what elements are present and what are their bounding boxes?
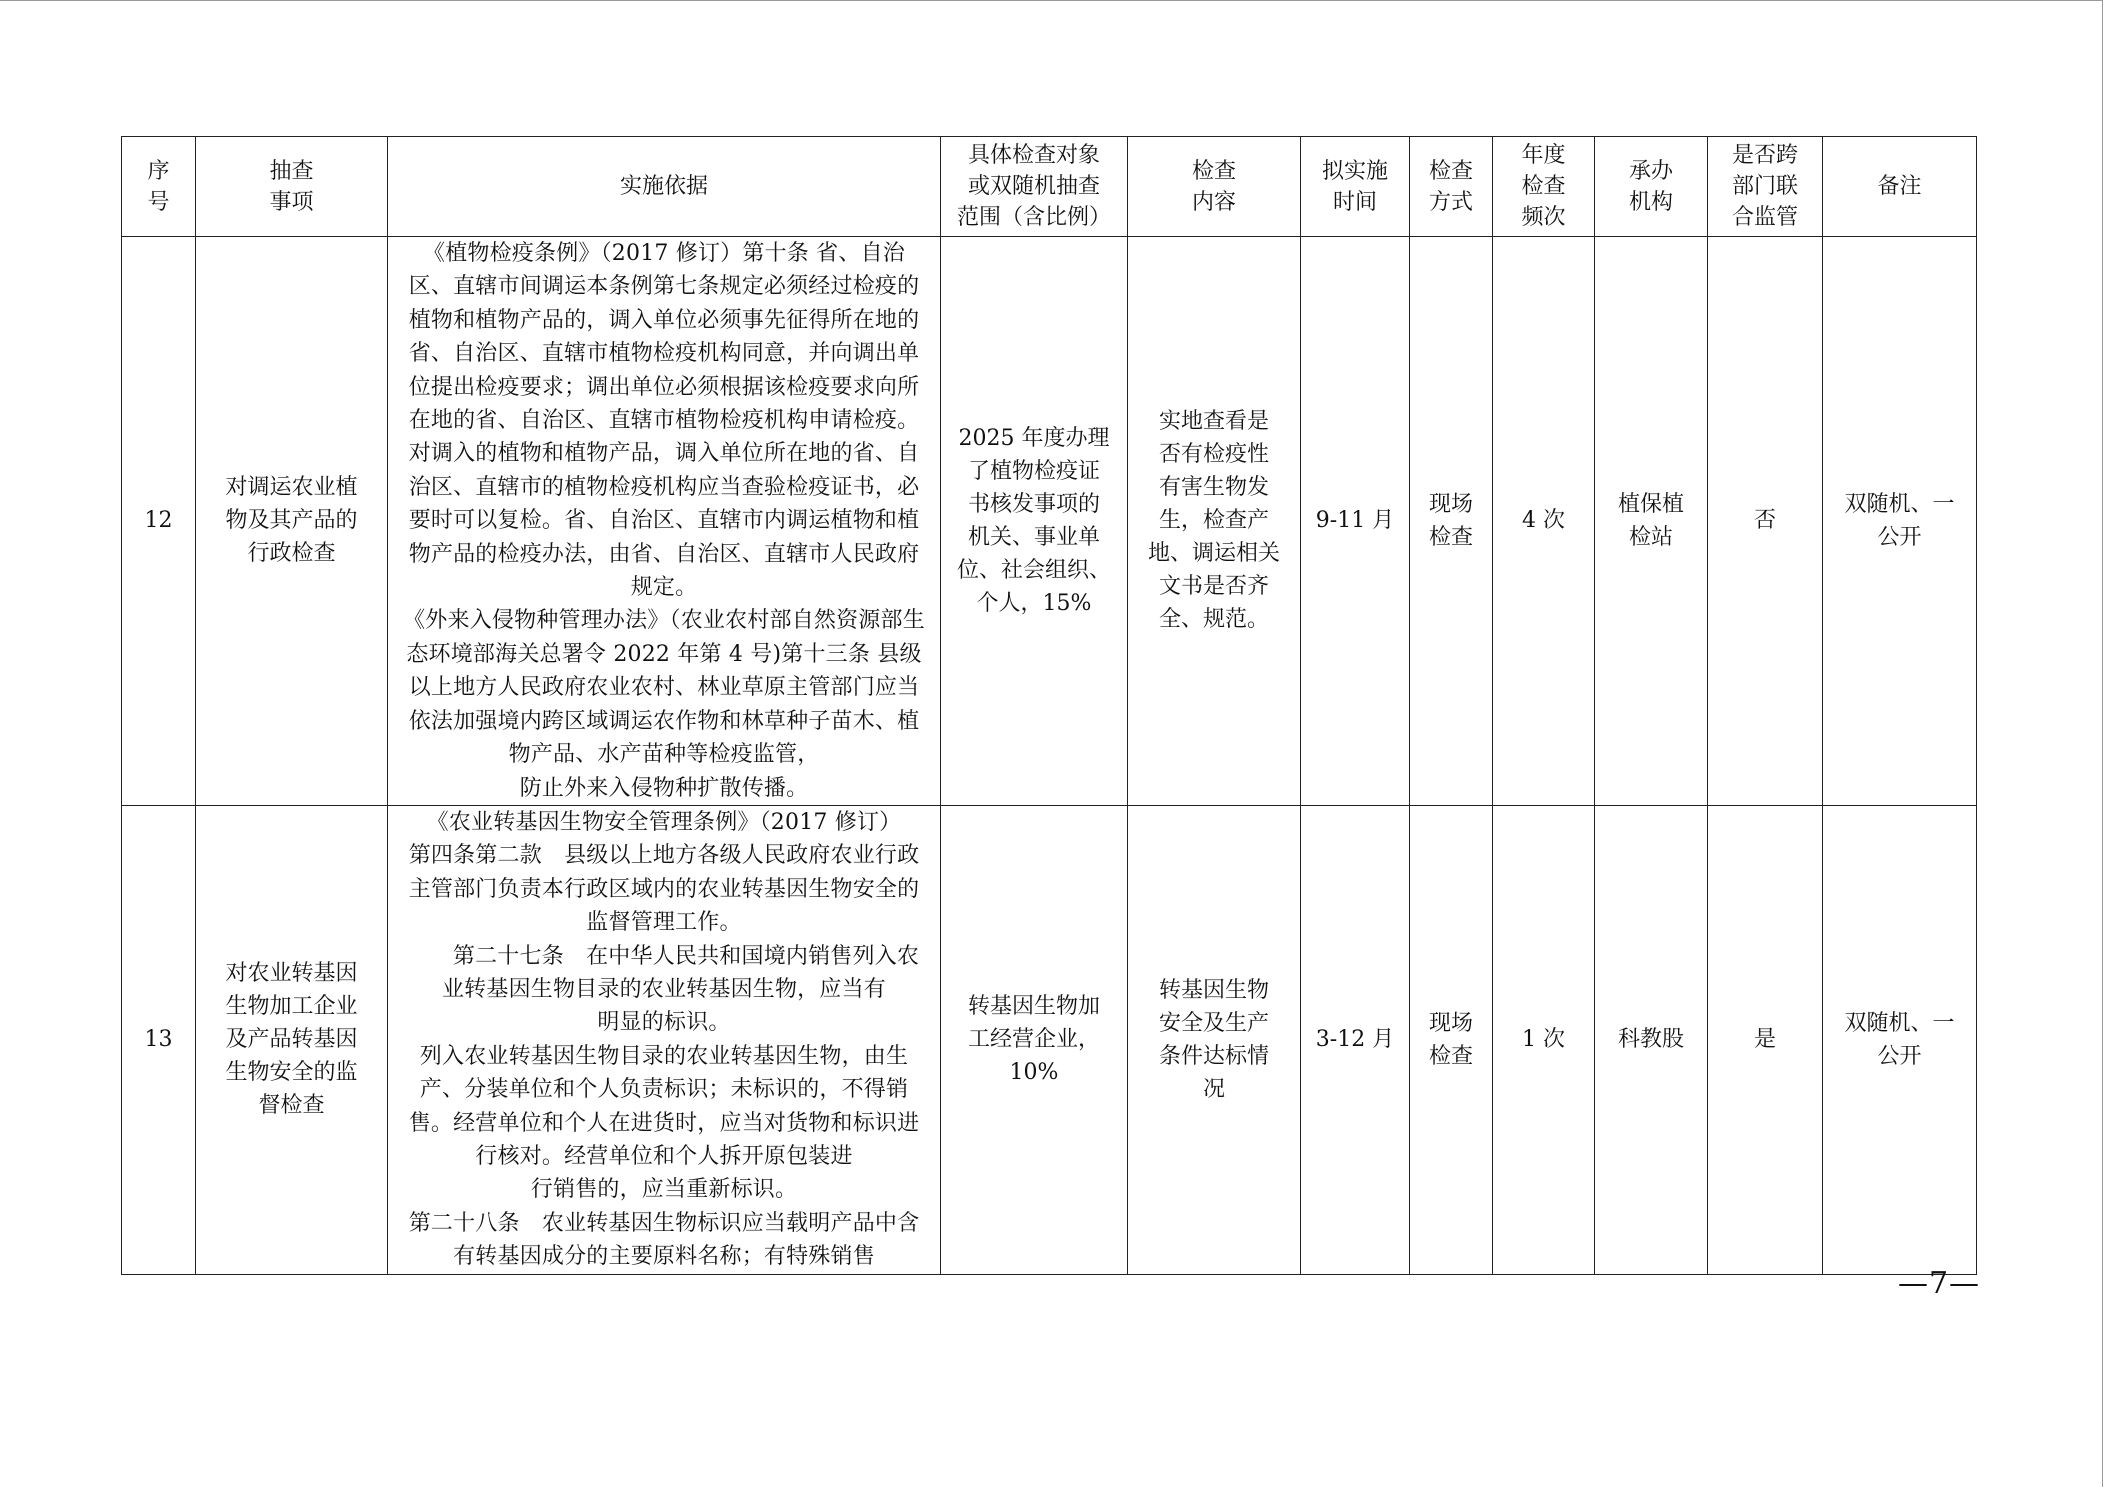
cell-content: 转基因生物 安全及生产 条件达标情 况: [1128, 805, 1301, 1274]
cell-time: 9-11 月: [1301, 237, 1410, 806]
basis-paragraph: 《植物检疫条例》（2017 修订）第十条 省、自治区、直辖市间调运本条例第七条规定必须经过检疫的植物和植物产品的，调入单位必须事先征得所在地的省、自治区、直辖市植物检疫机构同意，并向调出单位提出检疫要求；调出单位必须根据该检疫要求向所在地的省、自治区、直辖市植物检疫机构申请检疫。对调入的植物和植物产品，调入单位所在地的省、自治区、直辖市的植物检疫机构应当查验检疫证书，必要时可以复检。省、自治区、直辖市内调运植物和植物产品的检疫办法，由省、自治区、直辖市人民政府规定。: [408, 241, 920, 601]
cell-item: 对调运农业植 物及其产品的 行政检查: [196, 237, 388, 806]
basis-paragraph: 防止外来入侵物种扩散传播。: [519, 775, 809, 801]
basis-paragraph: 《外来入侵物种管理办法》（农业农村部自然资源部生态环境部海关总署令 2022 年第 4 号)第十三条 县级以上地方人民政府农业农村、林业草原主管部门应当依法加强境内跨区域调运农作物和林草种子苗木、植物产品、水产苗种等检疫监管，: [403, 608, 925, 768]
page-number: —7—: [1897, 1266, 1981, 1301]
basis-paragraph: 第四条第二款 县级以上地方各级人民政府农业行政主管部门负责本行政区域内的农业转基因生物安全的监督管理工作。: [408, 843, 920, 936]
table-row: [122, 237, 1977, 806]
cell-scope: 转基因生物加 工经营企业， 10%: [941, 805, 1128, 1274]
basis-paragraph: 行销售的，应当重新标识。: [530, 1177, 798, 1203]
cell-time: 3-12 月: [1301, 805, 1410, 1274]
inspection-table: [121, 136, 1977, 1275]
basis-paragraph: 第二十七条 在中华人民共和国境内销售列入农业转基因生物目录的农业转基因生物，应当有: [441, 943, 920, 1002]
cell-organization: 科教股: [1595, 805, 1708, 1274]
cell-joint-supervision: 否: [1708, 237, 1823, 806]
basis-paragraph: 明显的标识。: [597, 1010, 731, 1036]
cell-frequency: 1 次: [1493, 805, 1595, 1274]
table-row: [122, 805, 1977, 1274]
cell-frequency: 4 次: [1493, 237, 1595, 806]
cell-method: 现场 检查: [1410, 805, 1493, 1274]
cell-scope: 2025 年度办理 了植物检疫证 书核发事项的 机关、事业单 位、社会组织、 个人，15%: [941, 237, 1128, 806]
cell-content: 实地查看是 否有检疫性 有害生物发 生，检查产 地、调运相关 文书是否齐 全、规范。: [1128, 237, 1301, 806]
header-seq: 序 号: [122, 137, 196, 237]
cell-joint-supervision: 是: [1708, 805, 1823, 1274]
cell-seq: 12: [122, 237, 196, 806]
basis-paragraph: 《农业转基因生物安全管理条例》（2017 修订）: [426, 809, 902, 835]
cell-organization: 植保植 检站: [1595, 237, 1708, 806]
basis-paragraph: 第二十八条 农业转基因生物标识应当载明产品中含有转基因成分的主要原料名称；有特殊销售: [408, 1210, 920, 1270]
header-scope: 具体检查对象 或双随机抽查 范围（含比例）: [941, 137, 1128, 237]
table-header-row: [122, 137, 1977, 237]
header-basis: 实施依据: [388, 137, 941, 237]
basis-paragraph: 列入农业转基因生物目录的农业转基因生物，由生产、分装单位和个人负责标识；未标识的，不得销售。经营单位和个人在进货时，应当对货物和标识进行核对。经营单位和个人拆开原包装进: [408, 1043, 920, 1169]
cell-method: 现场 检查: [1410, 237, 1493, 806]
cell-item: 对农业转基因 生物加工企业 及产品转基因 生物安全的监 督检查: [196, 805, 388, 1274]
cell-seq: 13: [122, 805, 196, 1274]
header-time: 拟实施 时间: [1301, 137, 1410, 237]
cell-basis: [388, 237, 941, 806]
cell-basis: [388, 805, 941, 1274]
header-item: 抽查 事项: [196, 137, 388, 237]
header-frequency: 年度 检查 频次: [1493, 137, 1595, 237]
header-content: 检查 内容: [1128, 137, 1301, 237]
header-remark: 备注: [1823, 137, 1977, 237]
header-joint-supervision: 是否跨 部门联 合监管: [1708, 137, 1823, 237]
cell-remark: 双随机、一 公开: [1823, 237, 1977, 806]
header-organization: 承办 机构: [1595, 137, 1708, 237]
cell-remark: 双随机、一 公开: [1823, 805, 1977, 1274]
header-method: 检查 方式: [1410, 137, 1493, 237]
